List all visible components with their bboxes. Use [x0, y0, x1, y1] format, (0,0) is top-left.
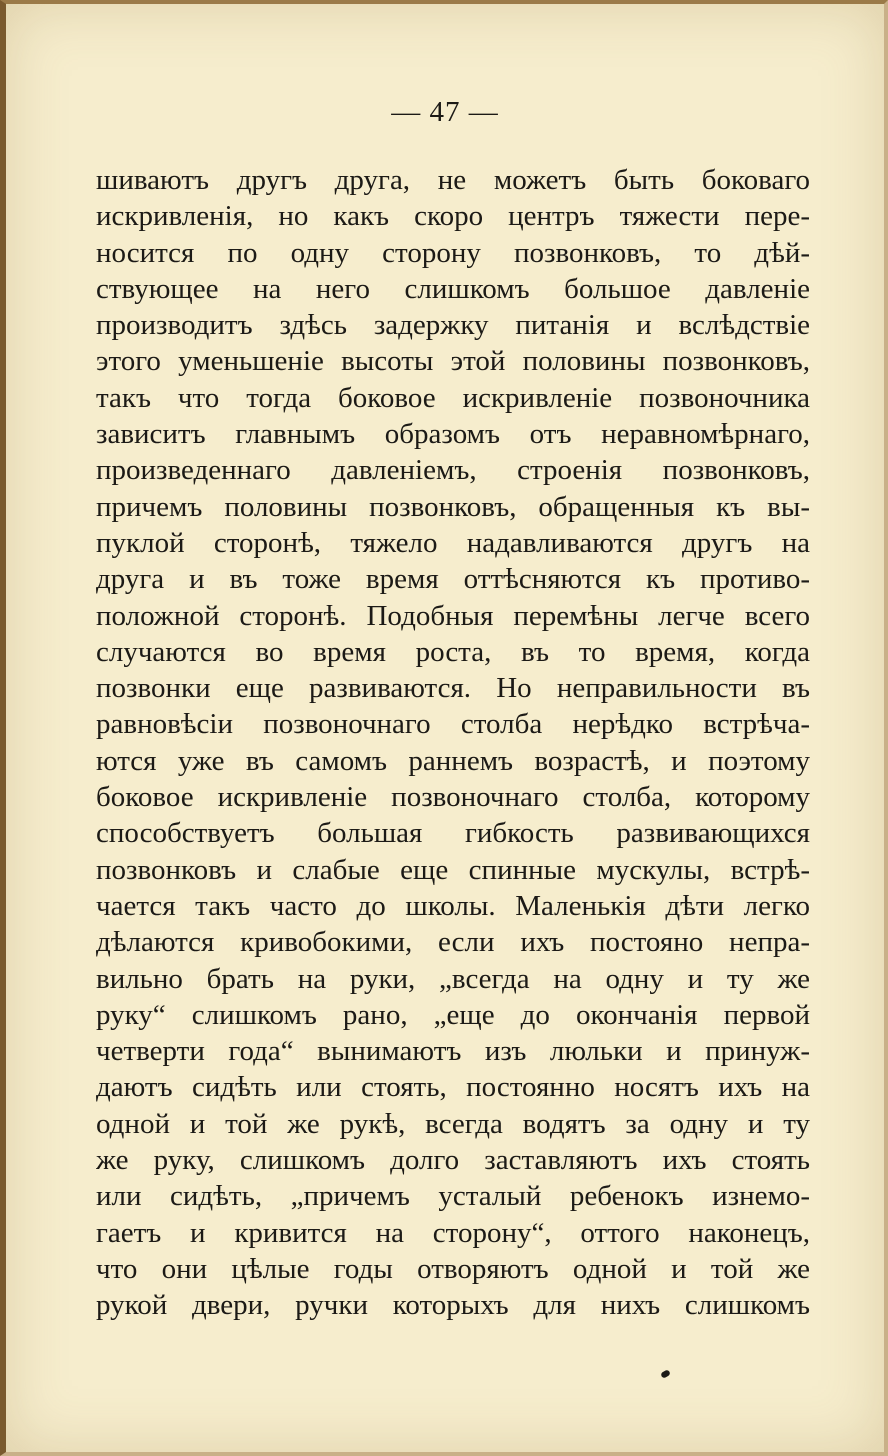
- text-line: шиваютъ другъ друга, не можетъ быть боковаго: [96, 164, 810, 196]
- text-line: позвонки еще развиваются. Но неправильности въ: [96, 672, 810, 705]
- body-text: [96, 162, 810, 1324]
- text-line: вильно брать на руки, „всегда на одну и ту же: [96, 962, 810, 995]
- text-line: или сидѣть, „причемъ усталый ребенокъ изнемо-: [96, 1180, 810, 1213]
- text-line: руку“ слишкомъ рано, „еще до окончанія первой: [96, 998, 810, 1031]
- text-line: производитъ здѣсь задержку питанія и вслѣдствіе: [96, 309, 810, 342]
- text-line: же руку, слишкомъ долго заставляютъ ихъ стоять: [96, 1144, 810, 1177]
- page-number: — 47 —: [391, 96, 499, 128]
- text-line: рукой двери, ручки которыхъ для нихъ слишкомъ: [96, 1289, 810, 1322]
- text-line: четверти года“ вынимаютъ изъ люльки и принуж-: [96, 1035, 810, 1068]
- text-line: зависитъ главнымъ образомъ отъ неравномѣрнаго,: [96, 418, 810, 451]
- text-line: такъ что тогда боковое искривленіе позвоночника: [96, 381, 810, 414]
- text-line: равновѣсіи позвоночнаго столба нерѣдко встрѣча-: [96, 708, 810, 741]
- text-line: даютъ сидѣть или стоять, постоянно носятъ ихъ на: [96, 1071, 810, 1104]
- text-line: дѣлаются кривобокими, если ихъ постояно непра-: [96, 926, 810, 959]
- text-line: способствуетъ большая гибкость развивающихся: [96, 817, 810, 850]
- text-line: ствующее на него слишкомъ большое давленіе: [96, 272, 810, 305]
- text-line: одной и той же рукѣ, всегда водятъ за одну и ту: [96, 1107, 810, 1140]
- text-line: носится по одну сторону позвонковъ, то дѣй-: [96, 236, 810, 269]
- text-line: позвонковъ и слабые еще спинные мускулы, встрѣ-: [96, 853, 810, 886]
- text-line: боковое искривленіе позвоночнаго столба, которому: [96, 781, 810, 814]
- text-line: этого уменьшеніе высоты этой половины позвонковъ,: [96, 345, 810, 378]
- ink-speck: [660, 1369, 671, 1379]
- text-line: искривленія, но какъ скоро центръ тяжести пере-: [96, 200, 810, 233]
- text-line: случаются во время роста, въ то время, когда: [96, 635, 810, 668]
- text-line: пуклой сторонѣ, тяжело надавливаются другъ на: [96, 526, 810, 559]
- text-line: друга и въ тоже время оттѣсняются къ противо-: [96, 563, 810, 596]
- text-line: произведеннаго давленіемъ, строенія позвонковъ,: [96, 454, 810, 487]
- text-line: гаетъ и кривится на сторону“, оттого наконецъ,: [96, 1216, 810, 1249]
- text-line: чается такъ часто до школы. Маленькія дѣти легко: [96, 889, 810, 922]
- text-line: ются уже въ самомъ раннемъ возрастѣ, и поэтому: [96, 744, 810, 777]
- text-line: что они цѣлые годы отворяютъ одной и той же: [96, 1252, 810, 1285]
- text-line: причемъ половины позвонковъ, обращенныя къ вы-: [96, 490, 810, 523]
- text-line: положной сторонѣ. Подобныя перемѣны легче всего: [96, 599, 810, 632]
